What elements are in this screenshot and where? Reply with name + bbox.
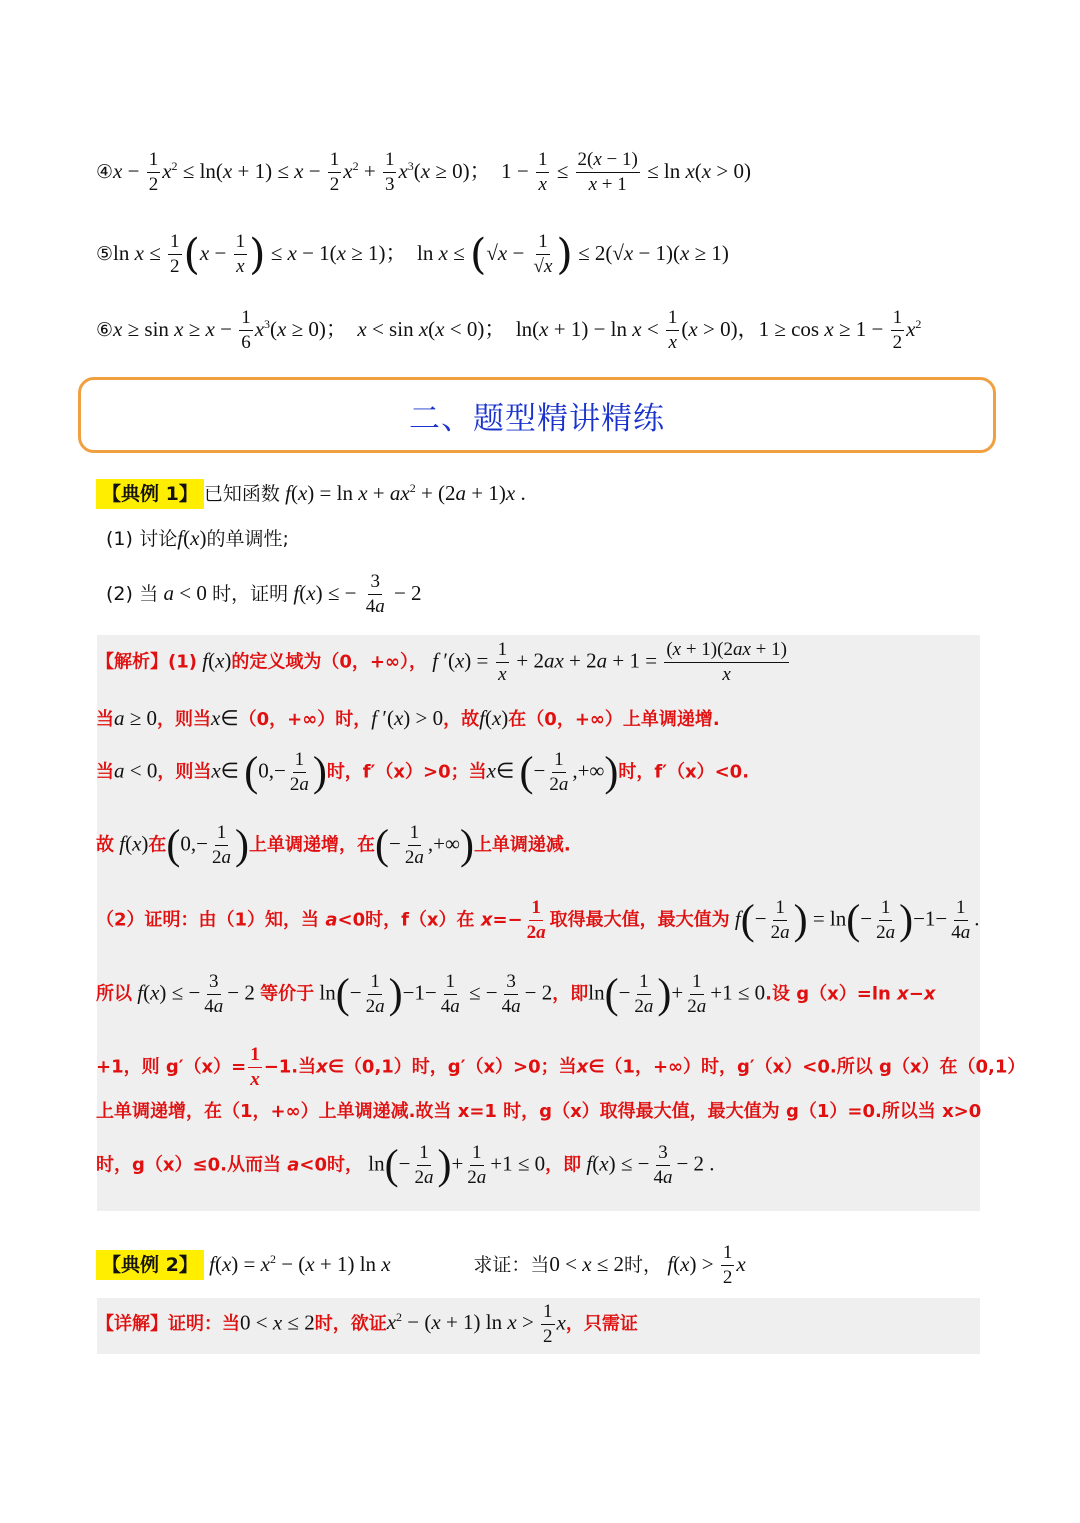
q2-text: 当	[139, 582, 159, 605]
l4a: 故	[96, 834, 114, 856]
l8: 上单调递增，在（1，+∞）上单调递减.故当 x=1 时，g（x）取得最大值，最大值为 g（1）=0.所以当 x>0	[96, 1101, 982, 1122]
solution1-line-7: +1，则 g′（x）= $\frac{1}{x}$ −1.当x∈（0,1）时，g′（x）>0；当x∈（1，+∞）时，g′（x）<0.所以 g（x）在（0,1）	[96, 1044, 1026, 1090]
l6d: .设	[765, 983, 790, 1005]
example1-statement: 【典例 1】 已知函数 $f(x) = \ln x + ax^2 + (2a + 1)x$ .	[96, 482, 526, 504]
solution1-line-2: 当a ≥ 0，则当x∈（0，+∞）时，f ′(x) > 0，故f(x)在（0，+∞）上单调递增.	[96, 706, 720, 730]
item-4-label: ④	[96, 160, 114, 183]
solution2-tail: ，只需证	[565, 1313, 638, 1335]
l2b: ，则当	[157, 709, 212, 730]
q2-number: (2)	[106, 582, 133, 605]
solution1-line-3: 当a < 0，则当x∈ (0,− $\frac{1}{2a}$ )时，f′（x）>0；当x∈ (− $\frac{1}{2a}$ ,+∞)时，f′（x）<0.	[96, 749, 750, 796]
formula-item-4: ④x − $\frac{1}{2}$ $x^2 \le \ln(x + 1) \le x$ − $\frac{1}{2}$ $x^2$ + $\frac{1}{3}$ $x^3(x \ge 0)$； 1 − $\frac{1}{x}$ ≤ $\frac{2(x - 1)}{x + 1}$ ≤ ln x(x > 0)	[96, 149, 751, 195]
l9c: ，即	[545, 1154, 582, 1176]
l4b: 在	[148, 834, 167, 856]
l2d: ，故	[443, 709, 480, 730]
domain-text: 的定义域为（0，+∞），	[231, 651, 428, 673]
solution1-line-9: 时，g（x）≤0.从而当 a<0时， ln(− $\frac{1}{2a}$ )+ $\frac{1}{2a}$ +1 ≤ 0，即 f(x) ≤ − $\frac{3}{4a}$ − 2 .	[96, 1142, 715, 1189]
item-6-label: ⑥	[96, 318, 114, 341]
example2-tag: 【典例 2】	[96, 1250, 204, 1280]
section-header	[78, 377, 996, 453]
example1-question-2: (2) 当 a < 0 时，证明 f(x) ≤ − $\frac{3}{4a}$ − 2	[106, 571, 422, 617]
example1-intro: 已知函数	[203, 483, 280, 505]
l7d: （1，+∞）时，g′（x）<0.所以	[604, 1056, 873, 1078]
solution1-line-1: 【解析】(1) f(x)的定义域为（0，+∞）， f ′(x) = $\frac{1}{x}$ + 2ax + 2a + 1 = $\frac{(x + 1)(2ax + 1)}{x}$	[96, 639, 787, 685]
solution1-line-8	[96, 1103, 981, 1121]
l7a: +1，则	[96, 1056, 160, 1078]
l2c: （0，+∞）时，	[238, 709, 372, 730]
q1-number: (1)	[106, 528, 133, 550]
q1-text: 讨论	[139, 528, 178, 550]
l4c: 上单调递增，在	[249, 834, 376, 856]
l3d: 时，f′（x）<0.	[618, 761, 750, 783]
l3c: 时，f′（x）>0；当	[326, 761, 487, 783]
section-title: 二、题型精讲精练	[409, 400, 665, 437]
formula-item-5: ⑤ln x ≤ $\frac{1}{2}$ (x − $\frac{1}{x}$ ) ≤ x − 1(x ≥ 1)； ln x ≤ (√x − $\frac{1}{√x}$ ) ≤ 2(√x − 1)(x ≥ 1)	[96, 229, 729, 279]
q1-tail: 的单调性;	[206, 528, 289, 550]
solution2-mid: 时，欲证	[314, 1313, 387, 1335]
solution2-line-1: 【详解】证明：当0 < x ≤ 2时，欲证$x^2 - (x + 1)$ ln x > $\frac{1}{2}$ x，只需证	[96, 1301, 638, 1347]
l7e: 在（0,1）	[939, 1056, 1026, 1078]
example1-question-1: (1) 讨论f(x)的单调性;	[106, 526, 289, 550]
l5a: （2）证明：由（1）知，当	[96, 909, 320, 931]
l7c: （0,1）时，g′（x）>0；当	[343, 1056, 577, 1078]
solution2-label: 【详解】证明：当	[96, 1313, 240, 1335]
item-5-label: ⑤	[96, 242, 114, 265]
l5c: 取得最大值，最大值为	[549, 909, 730, 931]
example2-prove: 求证：当	[473, 1253, 550, 1276]
example1-tag: 【典例 1】	[96, 479, 204, 509]
l5b: 时，f（x）在	[365, 909, 475, 931]
l6b: 等价于	[260, 983, 315, 1005]
l9b: 时，	[327, 1154, 363, 1176]
formula-item-6: ⑥x ≥ sin x ≥ x − $\frac{1}{6}$ $x^3(x \ge 0)$； x < sin x(x < 0)； ln(x + 1) − ln x < $\frac{1}{x}$ (x > 0)，1 ≥ cos x ≥ 1 − $\frac{1}{2}$ $x^2$	[96, 307, 922, 353]
solution1-line-5: （2）证明：由（1）知，当 a<0时，f（x）在 x=− $\frac{1}{2a}$ 取得最大值，最大值为 f(− $\frac{1}{2a}$ ) = ln(− $\frac{1}{2a}$ )−1− $\frac{1}{4a}$ .	[96, 897, 980, 944]
l7b: −1.当	[263, 1056, 317, 1078]
l2a: 当	[96, 709, 114, 730]
solution1-line-4: 故 f(x)在(0,− $\frac{1}{2a}$ )上单调递增，在(− $\frac{1}{2a}$ ,+∞)上单调递减.	[96, 822, 571, 869]
l6c: ，即	[552, 983, 589, 1005]
solution1-label: 【解析】(1)	[96, 651, 197, 673]
l3a: 当	[96, 761, 114, 783]
l3b: ，则当	[157, 761, 212, 783]
solution1-line-6: 所以 f(x) ≤ − $\frac{3}{4a}$ − 2 等价于 ln(− $\frac{1}{2a}$ )−1− $\frac{1}{4a}$ ≤ − $\frac{3}{4a}$ − 2，即ln(− $\frac{1}{2a}$ )+ $\frac{1}{2a}$ +1 ≤ 0.设 g（x）=ln x−x	[96, 971, 936, 1018]
example2-statement: 【典例 2】 $f(x) = x^2 - (x + 1)$ ln x 求证：当0 < x ≤ 2时， f(x) > $\frac{1}{2}$ x	[96, 1243, 746, 1288]
l2e: 在（0，+∞）上单调递增.	[508, 709, 720, 730]
l9a: 时，g（x）≤0.从而当	[96, 1154, 281, 1176]
l4d: 上单调递减.	[473, 834, 571, 856]
l6a: 所以	[96, 983, 132, 1005]
example2-prove-mid: 时，	[624, 1253, 663, 1276]
q2-mid: 时，证明	[212, 582, 289, 605]
